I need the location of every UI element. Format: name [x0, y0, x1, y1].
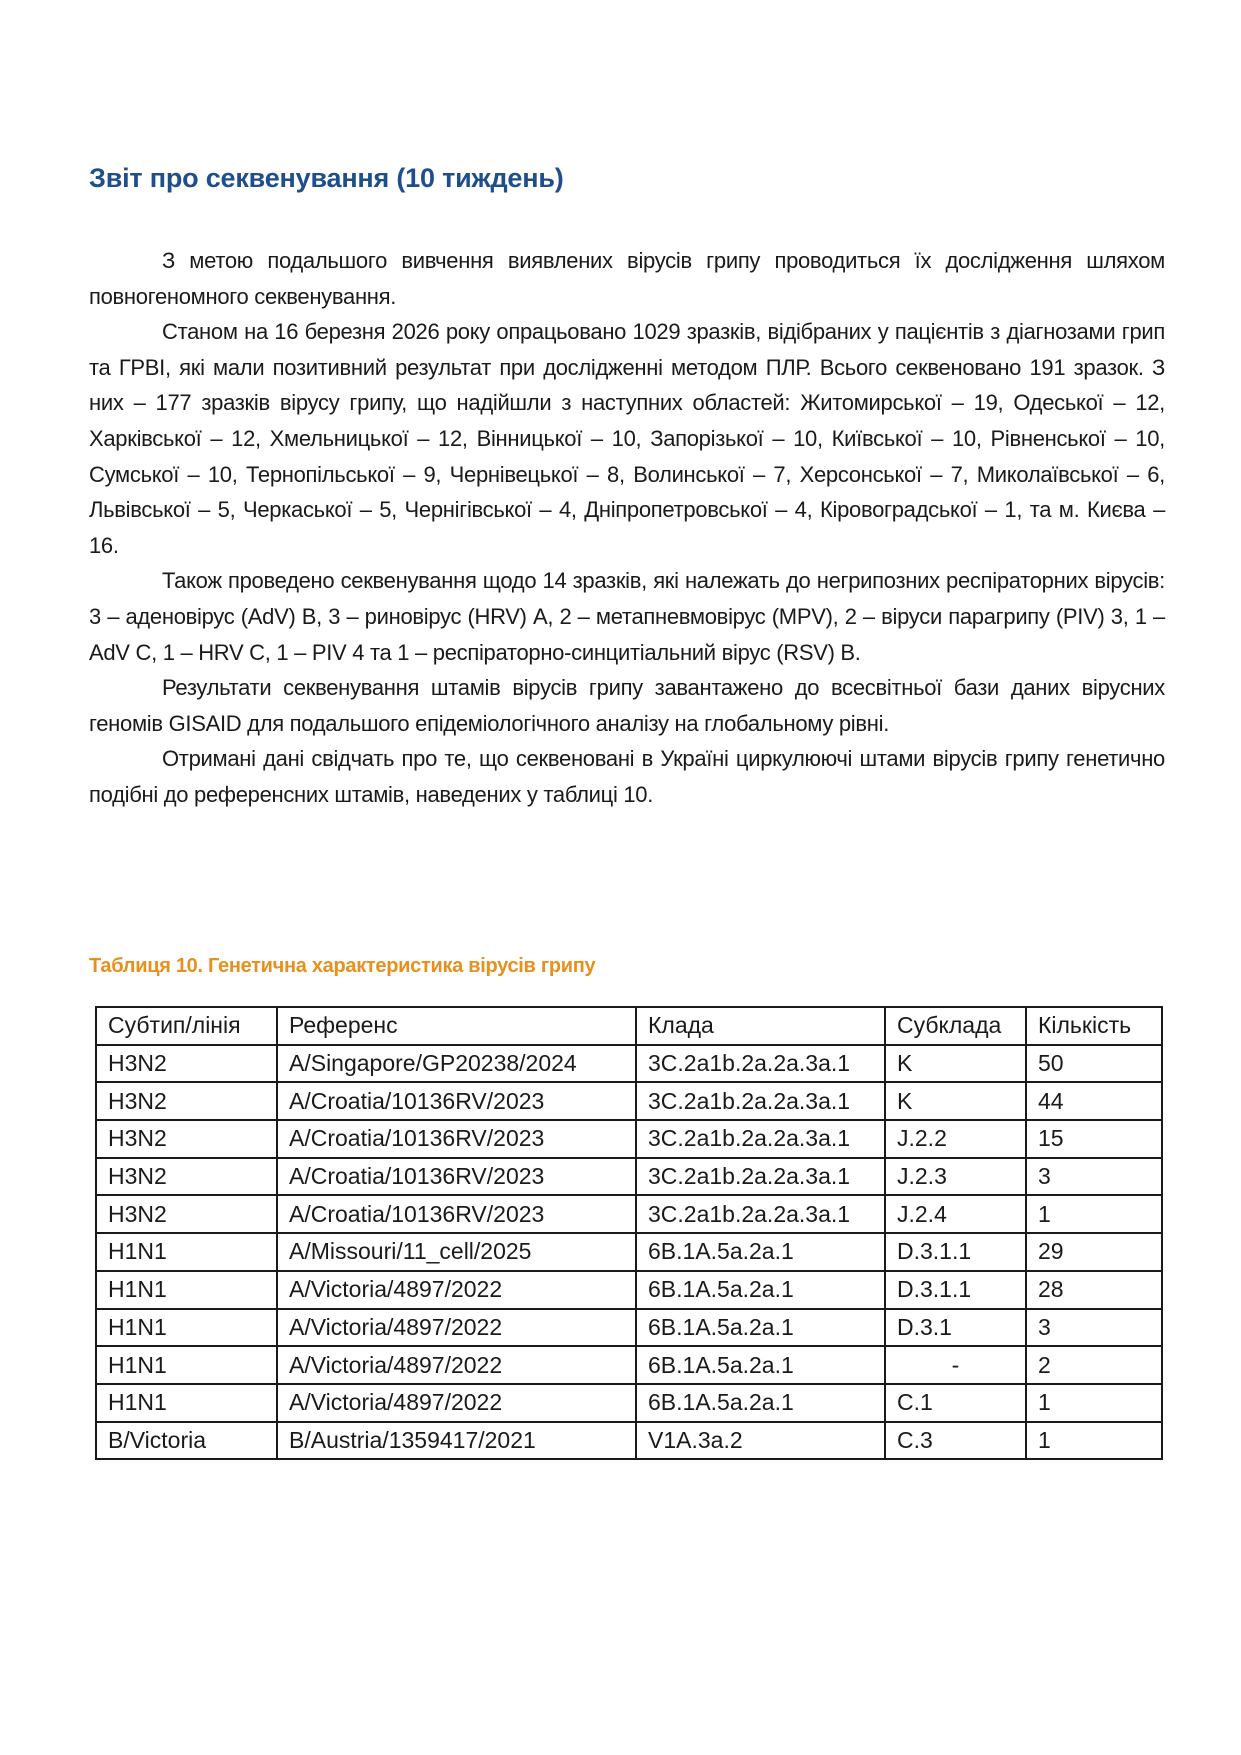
cell-subtype: H1N1 [96, 1309, 277, 1347]
cell-subclade: J.2.4 [885, 1195, 1026, 1233]
cell-subtype: H3N2 [96, 1195, 277, 1233]
cell-count: 1 [1026, 1195, 1162, 1233]
cell-reference: A/Victoria/4897/2022 [277, 1346, 636, 1384]
cell-count: 50 [1026, 1045, 1162, 1083]
cell-subclade: K [885, 1045, 1026, 1083]
table-row [96, 1233, 1162, 1271]
cell-subclade: C.1 [885, 1384, 1026, 1422]
cell-subclade: J.2.3 [885, 1158, 1026, 1196]
cell-reference: A/Victoria/4897/2022 [277, 1271, 636, 1309]
header-count: Кількість [1026, 1007, 1162, 1045]
cell-clade: 3C.2a1b.2a.2a.3a.1 [636, 1120, 885, 1158]
cell-count: 44 [1026, 1082, 1162, 1120]
header-subclade: Субклада [885, 1007, 1026, 1045]
cell-subclade: D.3.1.1 [885, 1271, 1026, 1309]
table-row [96, 1195, 1162, 1233]
cell-clade: 3C.2a1b.2a.2a.3a.1 [636, 1082, 885, 1120]
cell-clade: 6B.1A.5a.2a.1 [636, 1271, 885, 1309]
cell-reference: B/Austria/1359417/2021 [277, 1422, 636, 1460]
cell-clade: 3C.2a1b.2a.2a.3a.1 [636, 1158, 885, 1196]
cell-reference: A/Victoria/4897/2022 [277, 1309, 636, 1347]
table-row [96, 1271, 1162, 1309]
cell-subtype: H1N1 [96, 1233, 277, 1271]
cell-clade: V1A.3a.2 [636, 1422, 885, 1460]
body-text [89, 243, 1165, 813]
table-header-row [96, 1007, 1162, 1045]
cell-subclade: D.3.1.1 [885, 1233, 1026, 1271]
table-row [96, 1346, 1162, 1384]
cell-subtype: H3N2 [96, 1120, 277, 1158]
cell-count: 15 [1026, 1120, 1162, 1158]
cell-count: 2 [1026, 1346, 1162, 1384]
cell-reference: A/Croatia/10136RV/2023 [277, 1120, 636, 1158]
cell-clade: 6B.1A.5a.2a.1 [636, 1346, 885, 1384]
paragraph-gisaid: Результати секвенування штамів вірусів грипу завантажено до всесвітньої бази даних вірусних геномів GISAID для подальшого епідеміологічного аналізу на глобальному рівні. [89, 675, 1165, 736]
cell-clade: 6B.1A.5a.2a.1 [636, 1233, 885, 1271]
cell-clade: 3C.2a1b.2a.2a.3a.1 [636, 1045, 885, 1083]
table-row [96, 1120, 1162, 1158]
cell-clade: 3C.2a1b.2a.2a.3a.1 [636, 1195, 885, 1233]
cell-count: 3 [1026, 1158, 1162, 1196]
cell-count: 3 [1026, 1309, 1162, 1347]
cell-subtype: H3N2 [96, 1158, 277, 1196]
table-row [96, 1158, 1162, 1196]
table-caption: Таблиця 10. Генетична характеристика вірусів грипу [89, 955, 596, 977]
cell-subclade: - [885, 1346, 1026, 1384]
cell-reference: A/Croatia/10136RV/2023 [277, 1195, 636, 1233]
header-clade: Клада [636, 1007, 885, 1045]
cell-subclade: K [885, 1082, 1026, 1120]
cell-reference: A/Victoria/4897/2022 [277, 1384, 636, 1422]
table-row [96, 1082, 1162, 1120]
cell-count: 1 [1026, 1384, 1162, 1422]
cell-subtype: H1N1 [96, 1346, 277, 1384]
cell-subtype: H3N2 [96, 1045, 277, 1083]
table-row [96, 1309, 1162, 1347]
cell-count: 29 [1026, 1233, 1162, 1271]
paragraph-conclusion: Отримані дані свідчать про те, що секвеновані в Україні циркулюючі штами вірусів грипу генетично подібні до референсних штамів, наведених у таблиці 10. [89, 746, 1165, 807]
cell-reference: A/Croatia/10136RV/2023 [277, 1158, 636, 1196]
cell-clade: 6B.1A.5a.2a.1 [636, 1309, 885, 1347]
paragraph-non-flu: Також проведено секвенування щодо 14 зразків, які належать до негрипозних респіраторних вірусів: 3 – аденовірус (AdV) B, 3 – риновірус (HRV) A, 2 – метапневмовірус (MPV), 2 – віруси парагрипу (PIV) 3, 1 – AdV C, 1 – HRV C, 1 – PIV 4 та 1 – респіраторно-синцитіальний вірус (RSV) B. [89, 568, 1165, 665]
table-body [96, 1045, 1162, 1460]
page-title: Звіт про секвенування (10 тиждень) [89, 163, 564, 193]
cell-reference: A/Singapore/GP20238/2024 [277, 1045, 636, 1083]
cell-subclade: D.3.1 [885, 1309, 1026, 1347]
table-row [96, 1422, 1162, 1460]
genetic-characteristics-table [95, 1006, 1163, 1460]
cell-subclade: C.3 [885, 1422, 1026, 1460]
cell-clade: 6B.1A.5a.2a.1 [636, 1384, 885, 1422]
cell-subtype: H1N1 [96, 1271, 277, 1309]
cell-subtype: H1N1 [96, 1384, 277, 1422]
table-row [96, 1045, 1162, 1083]
cell-subclade: J.2.2 [885, 1120, 1026, 1158]
table-row [96, 1384, 1162, 1422]
cell-count: 1 [1026, 1422, 1162, 1460]
cell-subtype: H3N2 [96, 1082, 277, 1120]
cell-count: 28 [1026, 1271, 1162, 1309]
header-reference: Референс [277, 1007, 636, 1045]
paragraph-intro: З метою подальшого вивчення виявлених вірусів грипу проводиться їх дослідження шляхом повногеномного секвенування. [89, 248, 1165, 309]
paragraph-samples: Станом на 16 березня 2026 року опрацьовано 1029 зразків, відібраних у пацієнтів з діагнозами грип та ГРВІ, які мали позитивний результат при дослідженні методом ПЛР. Всього секвеновано 191 зразок. З них – 177 зразків вірусу грипу, що надійшли з наступних областей: Житомирської – 19, Одеської – 12, Харківської – 12, Хмельницької – 12, Вінницької – 10, Запорізької – 10, Київської – 10, Рівненської – 10, Сумської – 10, Тернопільської – 9, Чернівецької – 8, Волинської – 7, Херсонської – 7, Миколаївської – 6, Львівської – 5, Черкаської – 5, Чернігівської – 4, Дніпропетровської – 4, Кіровоградської – 1, та м. Києва – 16. [89, 319, 1165, 558]
cell-subtype: B/Victoria [96, 1422, 277, 1460]
cell-reference: A/Croatia/10136RV/2023 [277, 1082, 636, 1120]
header-subtype: Субтип/лінія [96, 1007, 277, 1045]
cell-reference: A/Missouri/11_cell/2025 [277, 1233, 636, 1271]
